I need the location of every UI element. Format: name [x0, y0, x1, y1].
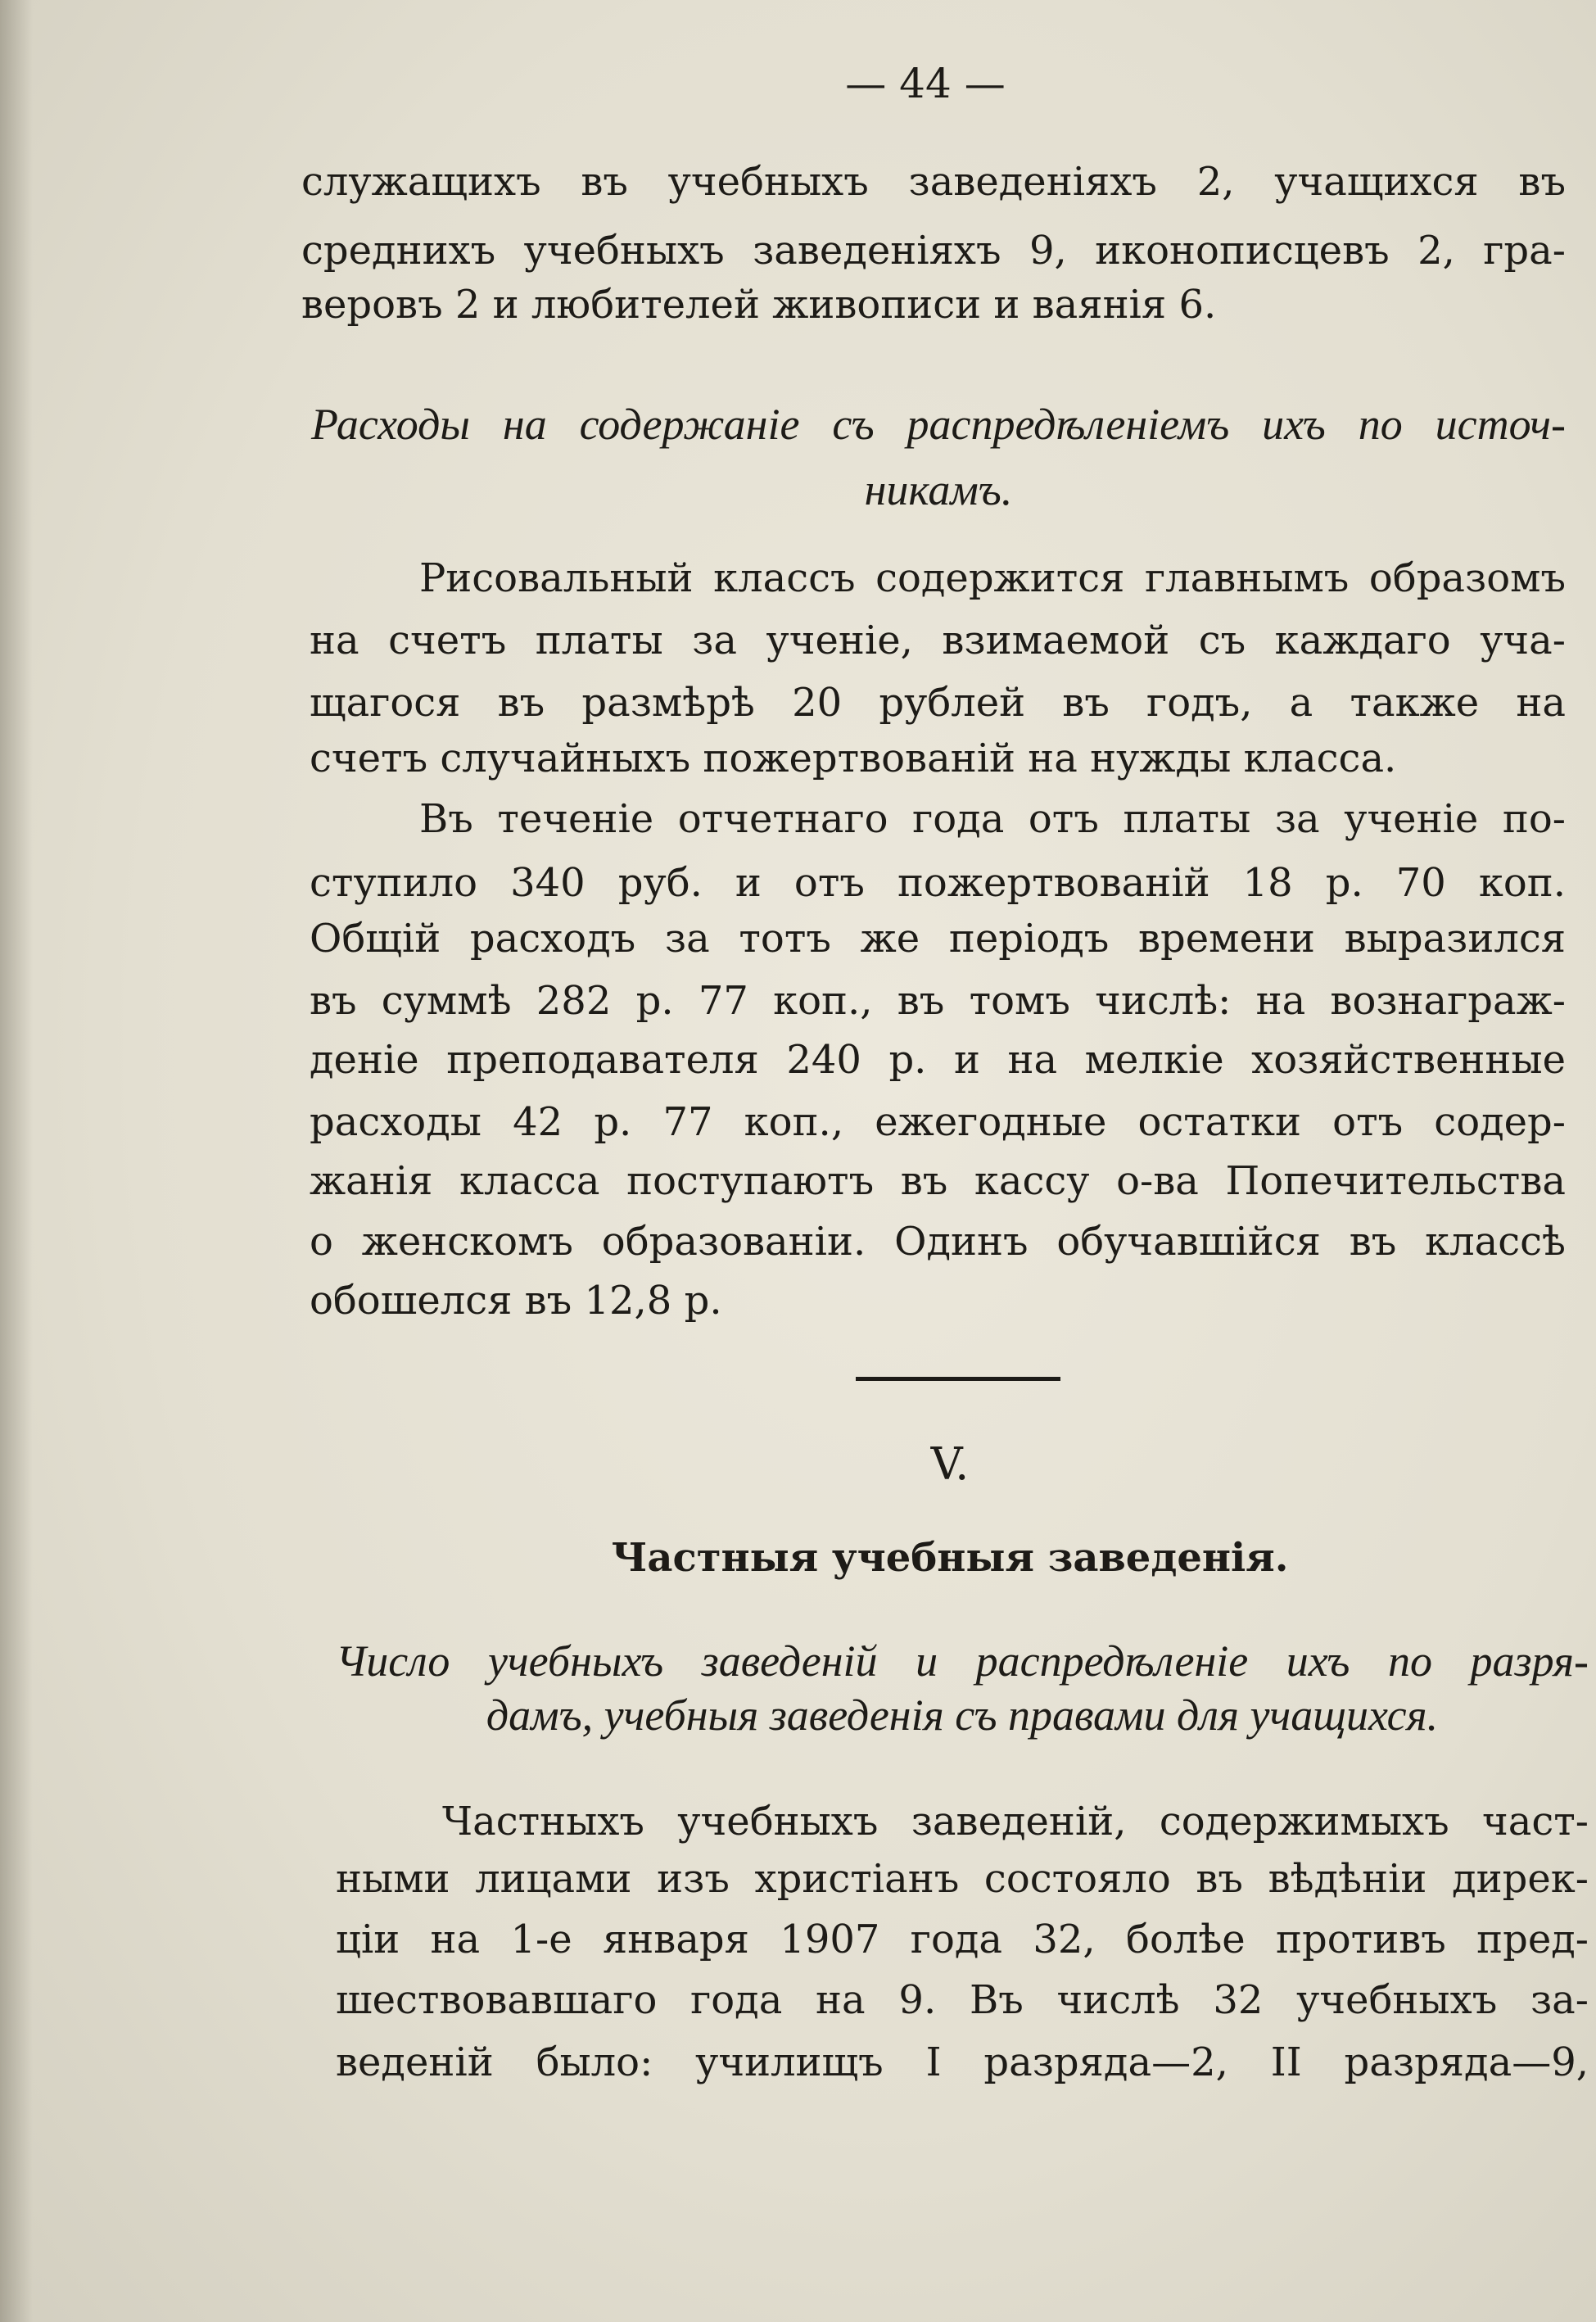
- text-line: Частныхъ учебныхъ заведеній, содержимыхъ част-: [442, 1799, 1589, 1844]
- text-line: ціи на 1-е января 1907 года 32, болѣе противъ пред-: [336, 1917, 1589, 1962]
- text-line: въ суммѣ 282 р. 77 коп., въ томъ числѣ: на вознаграж-: [310, 978, 1566, 1024]
- text-line: обошелся въ 12,8 р.: [310, 1278, 722, 1324]
- italic-heading-line: Число учебныхъ заведеній и распредѣленіе ихъ по разря-: [336, 1636, 1589, 1686]
- text-line: расходы 42 р. 77 коп., ежегодные остатки отъ содер-: [310, 1099, 1566, 1145]
- text-line: веденій было: училищъ I разряда—2, II разряда—9,: [336, 2039, 1589, 2085]
- text-line: Рисовальный классъ содержится главнымъ образомъ: [419, 555, 1566, 601]
- section-number: V.: [930, 1438, 970, 1490]
- text-line: о женскомъ образованіи. Одинъ обучавшійся въ классѣ: [310, 1219, 1566, 1265]
- text-line: среднихъ учебныхъ заведеніяхъ 9, иконописцевъ 2, гра-: [301, 228, 1566, 274]
- page-spine-shadow: [0, 0, 33, 2322]
- text-line: шествовавшаго года на 9. Въ числѣ 32 учебныхъ за-: [336, 1977, 1589, 2023]
- text-line: служащихъ въ учебныхъ заведеніяхъ 2, учащихся въ: [301, 159, 1566, 205]
- page-number: — 44 —: [845, 60, 1006, 107]
- section-divider: [856, 1377, 1060, 1381]
- text-line: на счетъ платы за ученіе, взимаемой съ каждаго уча-: [310, 618, 1566, 663]
- text-line: Въ теченіе отчетнаго года отъ платы за ученіе по-: [419, 796, 1566, 842]
- text-line: жанія класса поступаютъ въ кассу о-ва Попечительства: [310, 1158, 1566, 1204]
- italic-heading-line: дамъ, учебныя заведенія съ правами для учащихся.: [486, 1691, 1439, 1740]
- section-title: Частныя учебныя заведенія.: [611, 1535, 1289, 1581]
- text-line: ступило 340 руб. и отъ пожертвованій 18 р. 70 коп.: [310, 860, 1566, 906]
- text-line: деніе преподавателя 240 р. и на мелкіе хозяйственные: [310, 1037, 1566, 1083]
- text-line: ными лицами изъ христіанъ состояло въ вѣдѣніи дирек-: [336, 1856, 1589, 1902]
- text-line: счетъ случайныхъ пожертвованій на нужды класса.: [310, 736, 1397, 781]
- italic-heading-line: никамъ.: [864, 465, 1013, 514]
- text-line: Общій расходъ за тотъ же періодъ времени выразился: [310, 916, 1566, 962]
- italic-heading-line: Расходы на содержаніе съ распредѣленіемъ ихъ по источ-: [311, 400, 1566, 449]
- text-line: щагося въ размѣрѣ 20 рублей въ годъ, а также на: [310, 680, 1566, 726]
- text-line: веровъ 2 и любителей живописи и ваянія 6.: [301, 282, 1217, 328]
